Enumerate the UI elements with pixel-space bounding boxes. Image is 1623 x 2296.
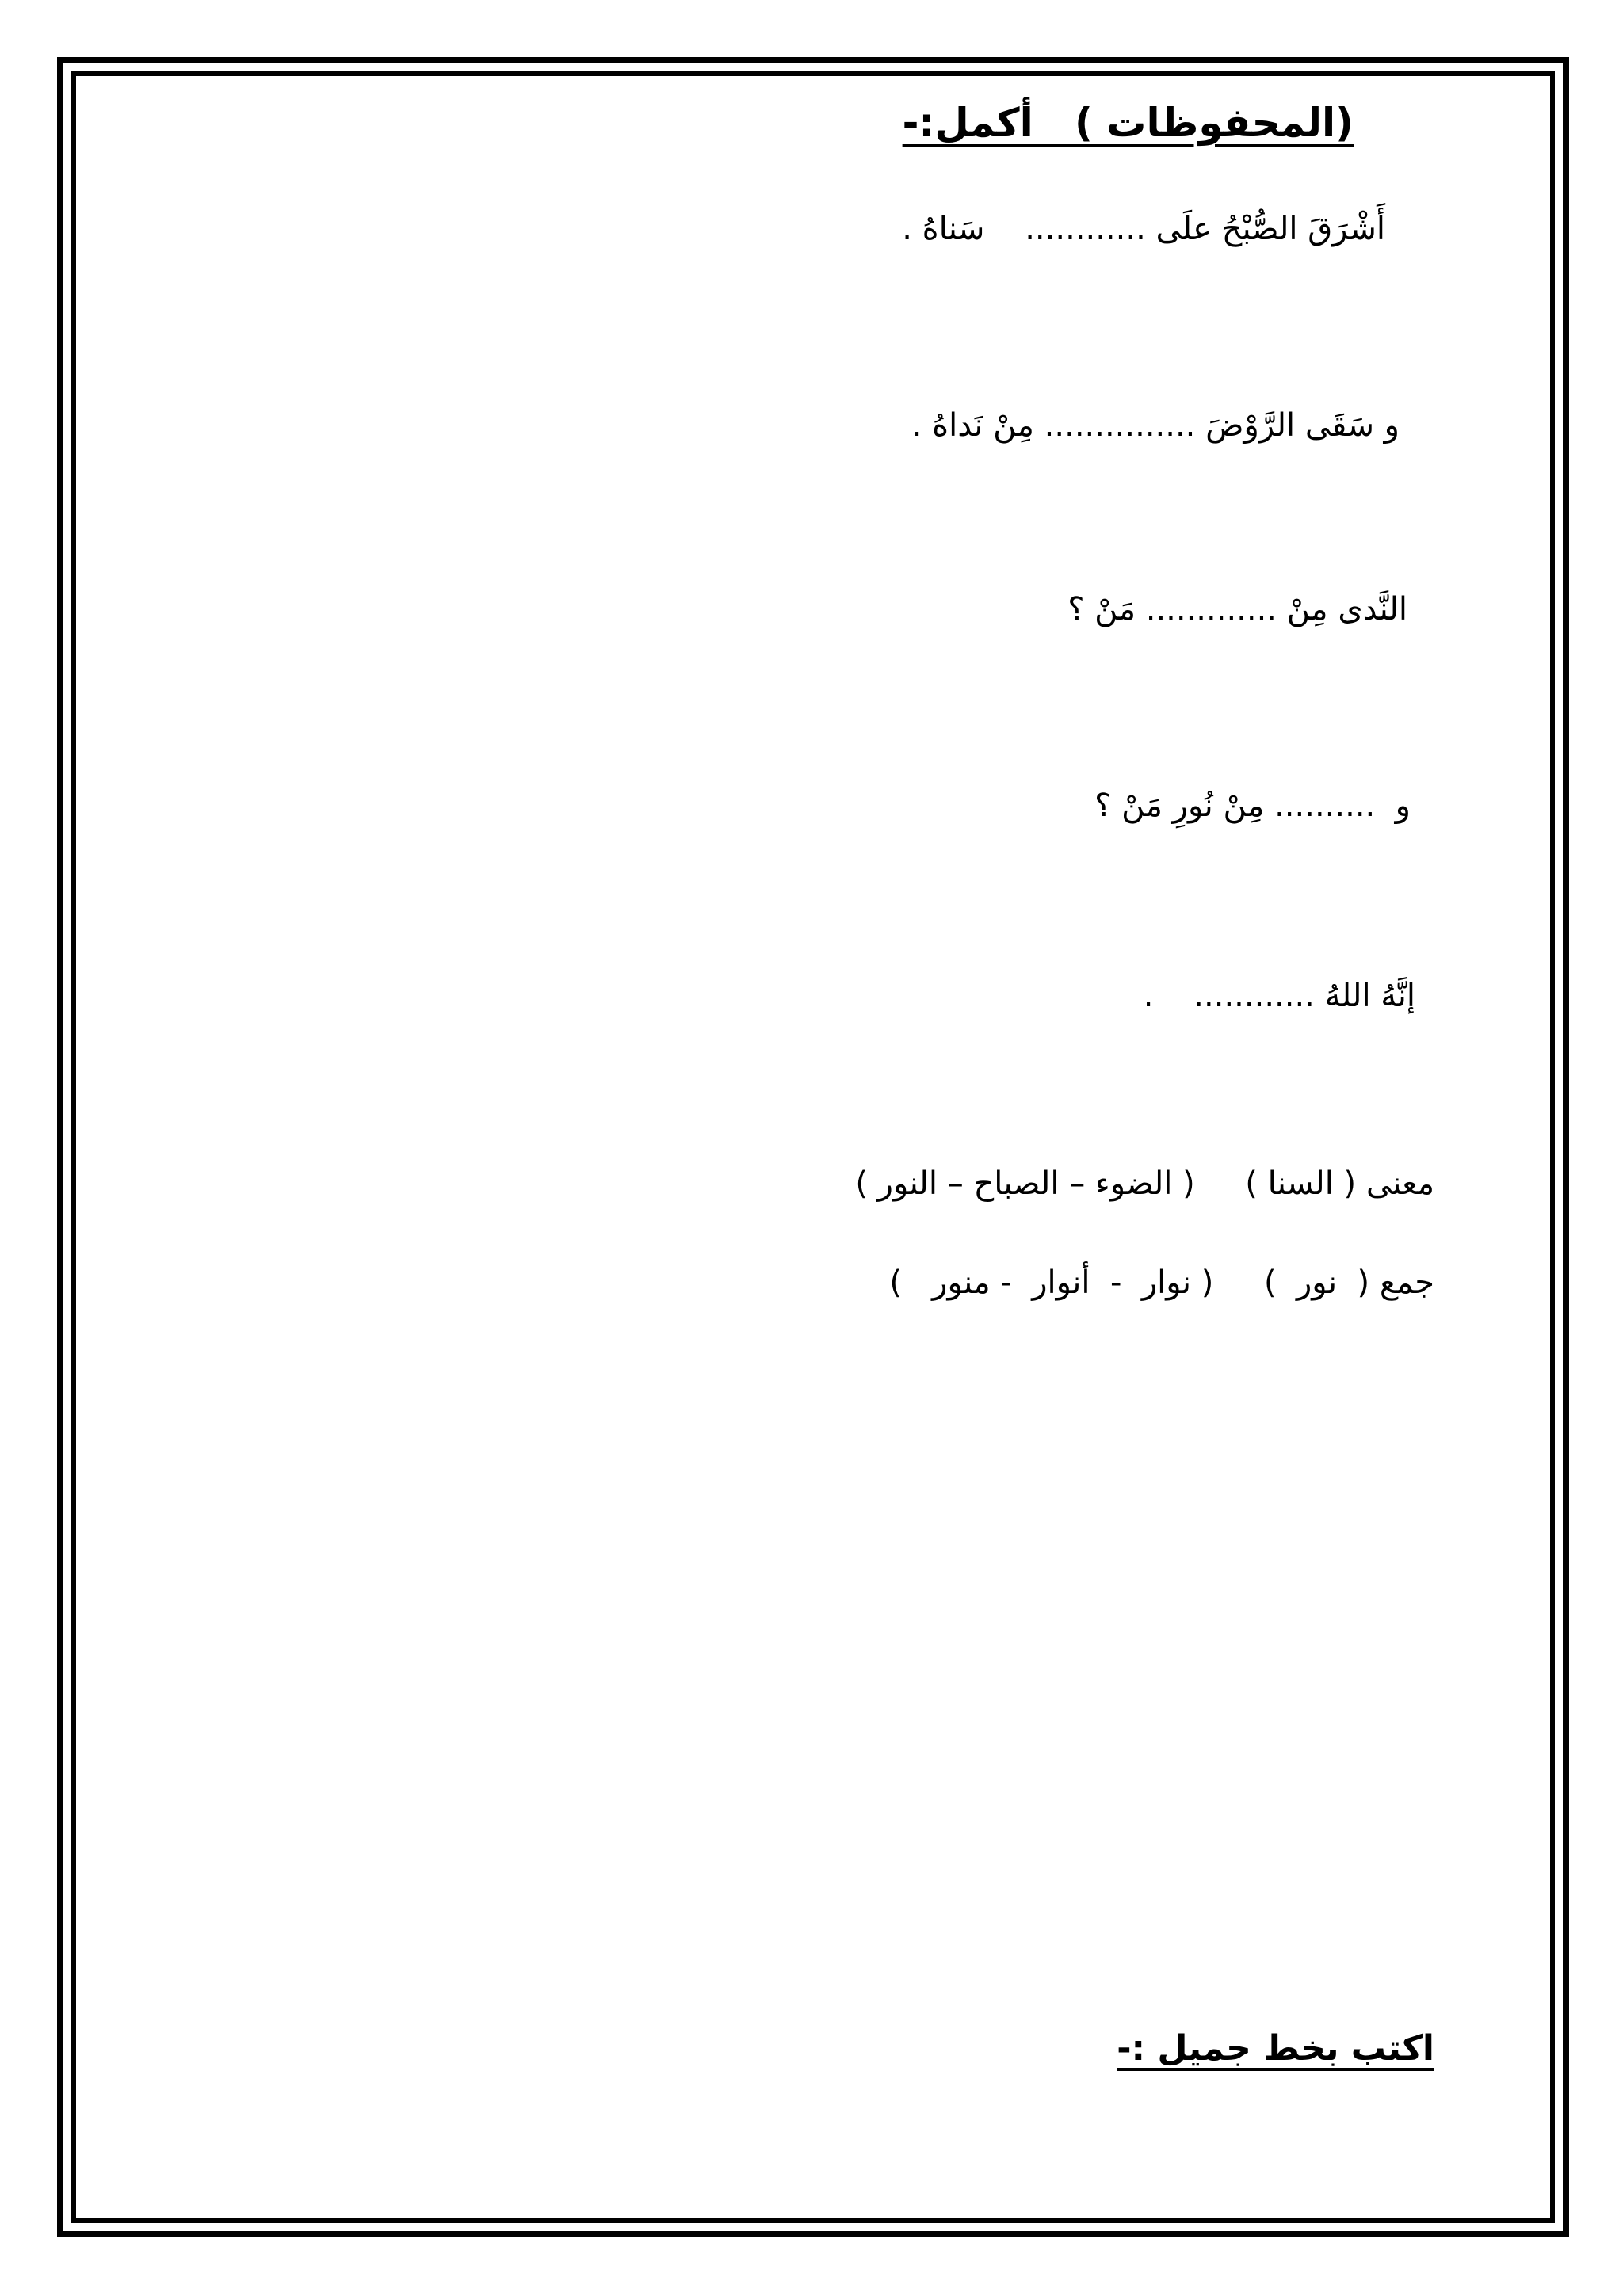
worksheet-title: (المحفوظات ) أكمل:-: [902, 100, 1354, 146]
page-border-inner: [71, 71, 1555, 2223]
plural-question: جمع ( نور ) ( نوار - أنوار - منور ): [889, 1264, 1434, 1301]
verse-line-2: و سَقَى الرَّوْضَ ............... مِنْ نَداهُ .: [911, 407, 1400, 444]
verse-line-1: أَشْرَقَ الصُّبْحُ علَى ............ سَناهُ .: [902, 211, 1385, 247]
meaning-question: معنى ( السنا ) ( الضوء – الصباح – النور ): [855, 1165, 1434, 1202]
handwriting-heading: اكتب بخط جميل :-: [1117, 2028, 1434, 2069]
verse-line-4: و .......... مِنْ نُورِ مَنْ ؟: [1094, 788, 1411, 824]
verse-line-5: إنَّهُ اللهُ ............ .: [1143, 978, 1415, 1014]
verse-line-3: النَّدى مِنْ ............. مَنْ ؟: [1067, 591, 1407, 627]
